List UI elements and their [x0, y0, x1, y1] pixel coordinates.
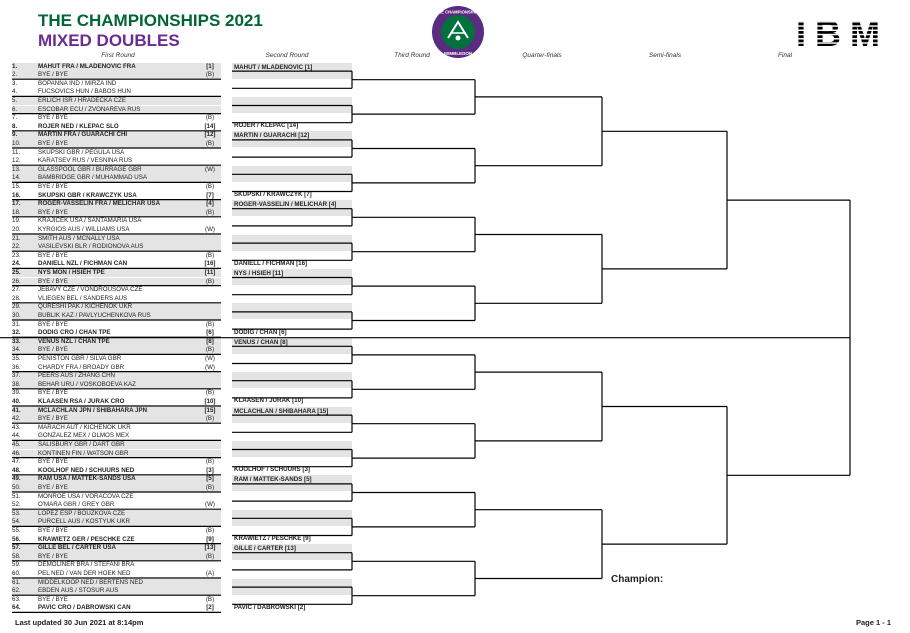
- team-name: KYRGIOS AUS / WILLIAMS USA: [38, 225, 130, 233]
- team-name: O'MARA GBR / GREY GBR: [38, 501, 115, 509]
- draw-position: 18.: [12, 208, 21, 216]
- draw-position: 10.: [12, 139, 21, 147]
- team-name: BYE / BYE: [38, 458, 68, 466]
- draw-position: 36.: [12, 363, 21, 371]
- round-header: Quarter-finals: [522, 52, 562, 59]
- team-name: ROGER-VASSELIN FRA / MELICHAR USA: [38, 200, 161, 208]
- second-round-team: MARTIN / GUARACHI [12]: [234, 132, 310, 140]
- draw-position: 13.: [12, 165, 21, 173]
- draw-position: 7.: [12, 114, 18, 122]
- draw-position: 11.: [12, 148, 21, 156]
- seed: (W): [205, 165, 215, 173]
- draw-position: 60.: [12, 569, 21, 577]
- team-name: BYE / BYE: [38, 415, 68, 423]
- seed: (B): [205, 595, 215, 603]
- seed: [5]: [206, 475, 214, 483]
- draw-position: 32.: [12, 329, 21, 337]
- seed: (B): [205, 483, 215, 491]
- team-name: BYE / BYE: [38, 526, 68, 534]
- seed: [15]: [204, 406, 216, 414]
- round-header: Third Round: [394, 52, 430, 59]
- seed: [10]: [204, 397, 216, 405]
- team-name: GONZALEZ MEX / OLMOS MEX: [38, 432, 130, 440]
- draw-position: 45.: [12, 440, 21, 448]
- team-name: RAM USA / MATTEK-SANDS USA: [38, 475, 136, 483]
- team-name: BYE / BYE: [38, 277, 68, 285]
- team-name: ERLICH ISR / HRADECKA CZE: [38, 96, 127, 104]
- team-name: SKUPSKI GBR / KRAWCZYK USA: [38, 191, 137, 199]
- draw-position: 57.: [12, 544, 21, 552]
- seed: (W): [205, 354, 215, 362]
- seed: (B): [205, 139, 215, 147]
- ibm-logo-text: IBM: [796, 14, 880, 48]
- draw-position: 61.: [12, 578, 21, 586]
- seed: (B): [205, 415, 215, 423]
- team-name: PURCELL AUS / KOSTYUK UKR: [38, 518, 130, 526]
- draw-position: 24.: [12, 260, 21, 268]
- team-name: VASILEVSKI BLR / RODIONOVA AUS: [38, 243, 144, 251]
- seed: [16]: [204, 260, 216, 268]
- second-round-team: VENUS / CHAN [8]: [234, 338, 288, 346]
- seed: (B): [205, 458, 215, 466]
- team-name: KRAJICEK USA / SANTAMARIA USA: [38, 217, 142, 225]
- second-round-team: KLAASEN / JURAK [10]: [234, 397, 304, 405]
- team-name: SMITH AUS / MCNALLY USA: [38, 234, 120, 242]
- team-name: DANIELL NZL / FICHMAN CAN: [38, 260, 128, 268]
- team-name: MARACH AUT / KICHENOK UKR: [38, 423, 131, 431]
- team-name: DEMOLINER BRA / STEFANI BRA: [38, 561, 135, 569]
- draw-position: 62.: [12, 587, 21, 595]
- draw-position: 54.: [12, 518, 21, 526]
- draw-position: 58.: [12, 552, 21, 560]
- team-name: VENUS NZL / CHAN TPE: [38, 337, 110, 345]
- seed: (B): [205, 526, 215, 534]
- second-round-team: RAM / MATTEK-SANDS [5]: [234, 476, 312, 484]
- draw-position: 33.: [12, 337, 21, 345]
- team-name: GLASSPOOL GBR / BURRAGE GBR: [38, 165, 142, 173]
- team-name: BEHAR URU / VOSKOBOEVA KAZ: [38, 380, 136, 388]
- team-name: BAMBRIDGE GBR / MUHAMMAD USA: [38, 174, 147, 182]
- seed: (B): [205, 346, 215, 354]
- team-name: PAVIC CRO / DABROWSKI CAN: [38, 604, 131, 612]
- seed: (A): [205, 569, 215, 577]
- seed: (B): [205, 251, 215, 259]
- team-name: BYE / BYE: [38, 114, 68, 122]
- team-name: BYE / BYE: [38, 139, 68, 147]
- team-name: MAHUT FRA / MLADENOVIC FRA: [38, 62, 136, 70]
- second-round-team: ROGER-VASSELIN / MELICHAR [4]: [234, 201, 337, 209]
- draw-position: 2.: [12, 71, 18, 79]
- draw-position: 26.: [12, 277, 21, 285]
- draw-position: 47.: [12, 458, 21, 466]
- team-name: JEBAVY CZE / VONDROUSOVA CZE: [38, 286, 143, 294]
- draw-position: 48.: [12, 466, 21, 474]
- draw-position: 6.: [12, 105, 18, 113]
- second-round-team: KRAWIETZ / PESCHKE [9]: [234, 534, 311, 542]
- second-round-team: MCLACHLAN / SHIBAHARA [15]: [234, 407, 329, 415]
- last-updated: Last updated 30 Jun 2021 at 8:14pm: [15, 618, 144, 627]
- team-name: BYE / BYE: [38, 251, 68, 259]
- round-header: Final: [777, 52, 793, 59]
- team-name: NYS MON / HSIEH TPE: [38, 268, 105, 276]
- draw-position: 5.: [12, 96, 18, 104]
- draw-position: 22.: [12, 243, 21, 251]
- seed: (B): [205, 71, 215, 79]
- seed: [8]: [206, 337, 214, 345]
- team-name: BYE / BYE: [38, 208, 68, 216]
- team-name: EBDEN AUS / STOSUR AUS: [38, 587, 119, 595]
- seed: (B): [205, 208, 215, 216]
- draw-position: 43.: [12, 423, 21, 431]
- draw-position: 39.: [12, 389, 21, 397]
- team-name: PEL NED / VAN DER HOEK NED: [38, 569, 131, 577]
- round-header: Second Round: [265, 52, 309, 59]
- team-name: BYE / BYE: [38, 595, 68, 603]
- draw-position: 19.: [12, 217, 21, 225]
- draw-position: 23.: [12, 251, 21, 259]
- draw-position: 1.: [12, 62, 18, 70]
- team-name: BYE / BYE: [38, 71, 68, 79]
- draw-position: 8.: [12, 122, 18, 130]
- draw-position: 46.: [12, 449, 21, 457]
- team-name: KARATSEV RUS / VESNINA RUS: [38, 157, 133, 165]
- second-round-team: DANIELL / FICHMAN [16]: [234, 259, 308, 267]
- seed: (W): [205, 501, 215, 509]
- page-number: Page 1 - 1: [856, 618, 892, 627]
- draw-position: 41.: [12, 406, 21, 414]
- draw-position: 52.: [12, 501, 21, 509]
- team-name: FUCSOVICS HUN / BABOS HUN: [38, 88, 131, 96]
- team-name: KLAASEN RSA / JURAK CRO: [38, 397, 125, 405]
- draw-position: 25.: [12, 268, 21, 276]
- team-name: SKUPSKI GBR / PEGULA USA: [38, 148, 125, 156]
- draw-position: 53.: [12, 509, 21, 517]
- team-name: MIDDELKOOP NED / BERTENS NED: [38, 578, 143, 586]
- team-name: PENISTON GBR / SILVA GBR: [38, 354, 122, 362]
- draw-position: 20.: [12, 225, 21, 233]
- draw-position: 27.: [12, 286, 21, 294]
- seed: [14]: [204, 122, 216, 130]
- seed: (B): [205, 277, 215, 285]
- team-name: PEERS AUS / ZHANG CHN: [38, 372, 116, 380]
- logo-text-top: THE CHAMPIONSHIPS: [435, 9, 481, 15]
- draw-position: 49.: [12, 475, 21, 483]
- team-name: SALISBURY GBR / DART GBR: [38, 440, 125, 448]
- team-name: BYE / BYE: [38, 389, 68, 397]
- draw-position: 51.: [12, 492, 21, 500]
- team-name: QURESHI PAK / KICHENOK UKR: [38, 303, 133, 311]
- draw-position: 9.: [12, 131, 18, 139]
- event-subtitle: MIXED DOUBLES: [38, 31, 180, 50]
- team-name: KONTINEN FIN / WATSON GBR: [38, 449, 129, 457]
- draw-position: 34.: [12, 346, 21, 354]
- team-name: BYE / BYE: [38, 483, 68, 491]
- draw-position: 28.: [12, 294, 21, 302]
- draw-position: 21.: [12, 234, 21, 242]
- draw-position: 4.: [12, 88, 18, 96]
- team-name: GILLE BEL / CARTER USA: [38, 544, 116, 552]
- seed: [1]: [206, 62, 214, 70]
- second-round-team: MAHUT / MLADENOVIC [1]: [234, 63, 313, 71]
- team-name: LOPEZ ESP / BOUZKOVA CZE: [38, 509, 126, 517]
- seed: [9]: [206, 535, 214, 543]
- draw-position: 17.: [12, 200, 21, 208]
- seed: (B): [205, 320, 215, 328]
- seed: [4]: [206, 200, 214, 208]
- draw-position: 15.: [12, 182, 21, 190]
- team-name: VLIEGEN BEL / SANDERS AUS: [38, 294, 128, 302]
- champion-label: Champion:: [611, 574, 664, 585]
- draw-position: 56.: [12, 535, 21, 543]
- seed: [12]: [204, 131, 216, 139]
- team-name: BOPANNA IND / MIRZA IND: [38, 79, 117, 87]
- draw-position: 30.: [12, 311, 21, 319]
- team-name: BYE / BYE: [38, 320, 68, 328]
- seed: (B): [205, 389, 215, 397]
- seed: [7]: [206, 191, 214, 199]
- team-name: MARTIN FRA / GUARACHI CHI: [38, 131, 128, 139]
- draw-position: 14.: [12, 174, 21, 182]
- team-name: ROJER NED / KLEPAC SLO: [38, 122, 119, 130]
- seed: [2]: [206, 604, 214, 612]
- second-round-team: GILLE / CARTER [13]: [234, 545, 296, 553]
- draw-position: 63.: [12, 595, 21, 603]
- round-header: Semi-finals: [648, 52, 682, 59]
- draw-position: 35.: [12, 354, 21, 362]
- seed: (W): [205, 363, 215, 371]
- team-name: BYE / BYE: [38, 182, 68, 190]
- seed: (B): [205, 552, 215, 560]
- draw-position: 50.: [12, 483, 21, 491]
- seed: [13]: [204, 544, 216, 552]
- draw-position: 59.: [12, 561, 21, 569]
- team-name: DODIG CRO / CHAN TPE: [38, 329, 111, 337]
- draw-position: 12.: [12, 157, 21, 165]
- team-name: KRAWIETZ GER / PESCHKE CZE: [38, 535, 135, 543]
- second-round-team: ROJER / KLEPAC [14]: [234, 122, 299, 130]
- second-round-team: DODIG / CHAN [6]: [234, 328, 287, 336]
- seed: [11]: [204, 268, 216, 276]
- second-round-team: KOOLHOF / SCHUURS [3]: [234, 466, 310, 474]
- draw-position: 64.: [12, 604, 21, 612]
- team-name: BUBLIK KAZ / PAVLYUCHENKOVA RUS: [38, 311, 151, 319]
- team-name: KOOLHOF NED / SCHUURS NED: [38, 466, 135, 474]
- second-round-team: NYS / HSIEH [11]: [234, 269, 284, 277]
- seed: (B): [205, 114, 215, 122]
- draw-position: 38.: [12, 380, 21, 388]
- team-name: ESCOBAR ECU / ZVONAREVA RUS: [38, 105, 141, 113]
- seed: (W): [205, 225, 215, 233]
- team-name: BYE / BYE: [38, 552, 68, 560]
- draw-position: 37.: [12, 372, 21, 380]
- team-name: MONROE USA / VORACOVA CZE: [38, 492, 134, 500]
- round-header: First Round: [101, 52, 135, 59]
- second-round-team: PAVIC / DABROWSKI [2]: [234, 603, 306, 611]
- draw-position: 16.: [12, 191, 21, 199]
- draw-position: 3.: [12, 79, 18, 87]
- team-name: CHARDY FRA / BROADY GBR: [38, 363, 125, 371]
- logo-text-bottom: WIMBLEDON: [443, 51, 473, 56]
- draw-position: 40.: [12, 397, 21, 405]
- draw-position: 42.: [12, 415, 21, 423]
- seed: [3]: [206, 466, 214, 474]
- team-name: MCLACHLAN JPN / SHIBAHARA JPN: [38, 406, 148, 414]
- page-title: THE CHAMPIONSHIPS 2021: [38, 11, 263, 30]
- second-round-team: SKUPSKI / KRAWCZYK [7]: [234, 190, 312, 198]
- team-name: BYE / BYE: [38, 346, 68, 354]
- draw-position: 29.: [12, 303, 21, 311]
- seed: (B): [205, 182, 215, 190]
- draw-position: 31.: [12, 320, 21, 328]
- draw-position: 44.: [12, 432, 21, 440]
- draw-position: 55.: [12, 526, 21, 534]
- seed: [6]: [206, 329, 214, 337]
